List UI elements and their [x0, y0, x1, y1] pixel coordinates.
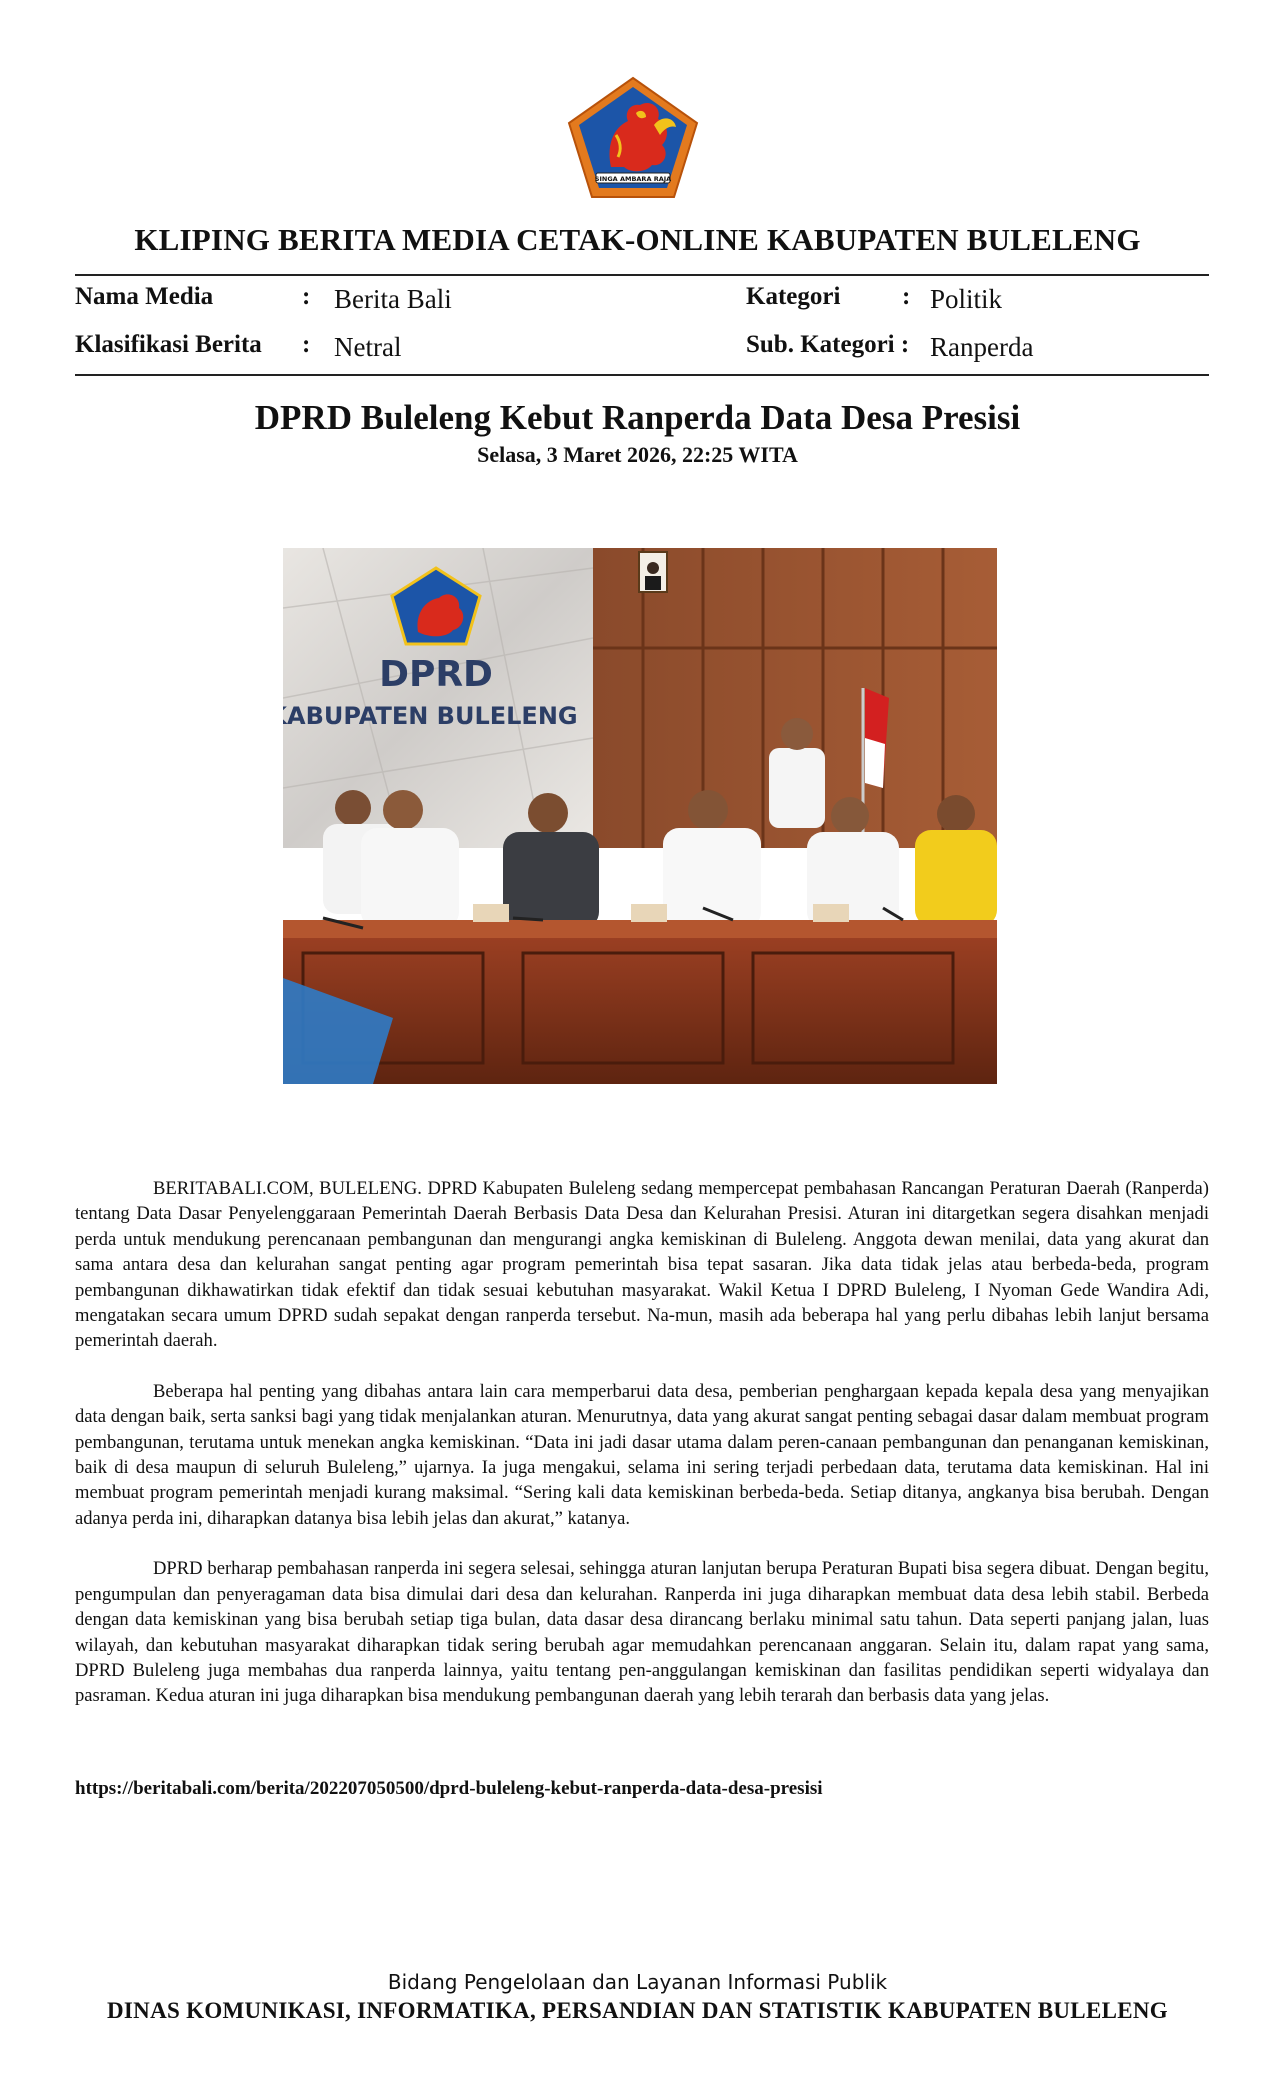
kategori-value: Politik — [930, 284, 1003, 314]
media-value: Berita Bali — [334, 284, 452, 314]
kategori-label: Kategori — [746, 283, 841, 310]
wall-sign-kabupaten: KABUPATEN BULELENG — [283, 702, 578, 730]
footer-agency: DINAS KOMUNIKASI, INFORMATIKA, PERSANDIAN DAN STATISTIK KABUPATEN BULELENG — [107, 1998, 1168, 2023]
article-body — [75, 1176, 1209, 1734]
buleleng-crest-logo — [566, 75, 700, 201]
article-photo — [283, 548, 997, 1084]
klasifikasi-value: Netral — [334, 332, 402, 362]
footer-department: Bidang Pengelolaan dan Layanan Informasi Publik — [387, 1970, 888, 1994]
document-header-title: KLIPING BERITA MEDIA CETAK-ONLINE KABUPATEN BULELENG — [134, 222, 1141, 257]
article-paragraph-3: DPRD berharap pembahasan ranperda ini segera selesai, sehingga aturan lanjutan berupa Peraturan Bupati bisa segera dibuat. Dengan begitu, pengumpulan dan penyeragaman data bisa dimulai dari desa dan kelurahan. Ranperda ini juga diharapkan membuat data desa lebih stabil. Berbeda dengan data kemiskinan yang bisa berubah setiap tiga bulan, data dasar desa dirancang berlaku minimal satu tahun. Data seperti panjang jalan, luas wilayah, dan kebutuhan masyarakat diharapkan tidak sering berubah agar memudahkan perencanaan anggaran. Selain itu, dalam rapat yang sama, DPRD Buleleng juga membahas dua ranperda lainnya, yaitu tentang pen-anggulangan kemiskinan dan fasilitas pendidikan seperti widyalaya dan pasraman. Kedua aturan ini juga diharapkan bisa mendukung pembangunan daerah yang lebih terarah dan berbasis data yang jelas. — [75, 1558, 1209, 1707]
media-colon: : — [302, 283, 311, 310]
media-label: Nama Media — [75, 283, 214, 310]
kategori-colon: : — [902, 283, 911, 310]
article-date: Selasa, 3 Maret 2026, 22:25 WITA — [477, 442, 798, 467]
klasifikasi-label: Klasifikasi Berita — [75, 331, 262, 358]
crest-motto: SINGA AMBARA RAJA — [594, 175, 672, 183]
subkategori-label: Sub. Kategori : — [746, 331, 910, 358]
source-url-link[interactable]: https://beritabali.com/berita/202207050500/dprd-buleleng-kebut-ranperda-data-desa-presisi — [75, 1778, 823, 1799]
klasifikasi-colon: : — [302, 331, 311, 358]
article-title: DPRD Buleleng Kebut Ranperda Data Desa Presisi — [254, 398, 1021, 437]
subkategori-value: Ranperda — [930, 332, 1034, 362]
wall-sign-dprd: DPRD — [379, 654, 493, 695]
article-paragraph-2: Beberapa hal penting yang dibahas antara lain cara memperbarui data desa, pemberian penghargaan kepada kepala desa yang menyajikan data dengan baik, serta sanksi bagi yang tidak menjalankan aturan. Menurutnya, data yang akurat sangat penting sebagai dasar dalam membuat program pembangunan, terutama untuk menekan angka kemiskinan. “Data ini jadi dasar utama dalam peren-canaan pembangunan dan penanganan kemiskinan, baik di desa maupun di seluruh Buleleng,” ujarnya. Ia juga mengakui, selama ini sering terjadi perbedaan data, terutama data kemiskinan. Hal ini membuat program pemerintah menjadi kurang maksimal. “Sering kali data kemiskinan berbeda-beda. Setiap ditanya, angkanya bisa berubah. Dengan adanya perda ini, diharapkan datanya bisa lebih jelas dan akurat,” katanya. — [75, 1380, 1209, 1529]
header-divider-bottom — [75, 374, 1209, 376]
header-divider-top — [75, 274, 1209, 276]
article-paragraph-1: BERITABALI.COM, BULELENG. DPRD Kabupaten Buleleng sedang mempercepat pembahasan Rancangan Peraturan Daerah (Ranperda) tentang Data Dasar Penyelenggaraan Pemerintah Daerah Berbasis Data Desa dan Kelurahan Presisi. Aturan ini ditargetkan segera disahkan menjadi perda untuk mendukung perencanaan pembangunan dan mengurangi angka kemiskinan di Buleleng. Anggota dewan menilai, data yang akurat dan sama antara desa dan kelurahan sangat penting agar program pemerintah bisa tepat sasaran. Jika data tidak jelas atau berbeda-beda, program pembangunan dikhawatirkan tidak efektif dan tidak sesuai kebutuhan masyarakat. Wakil Ketua I DPRD Buleleng, I Nyoman Gede Wandira Adi, mengatakan secara umum DPRD sudah sepakat dengan ranperda tersebut. Na-mun, masih ada beberapa hal yang perlu dibahas lebih lanjut bersama pemerintah daerah. — [75, 1178, 1209, 1352]
